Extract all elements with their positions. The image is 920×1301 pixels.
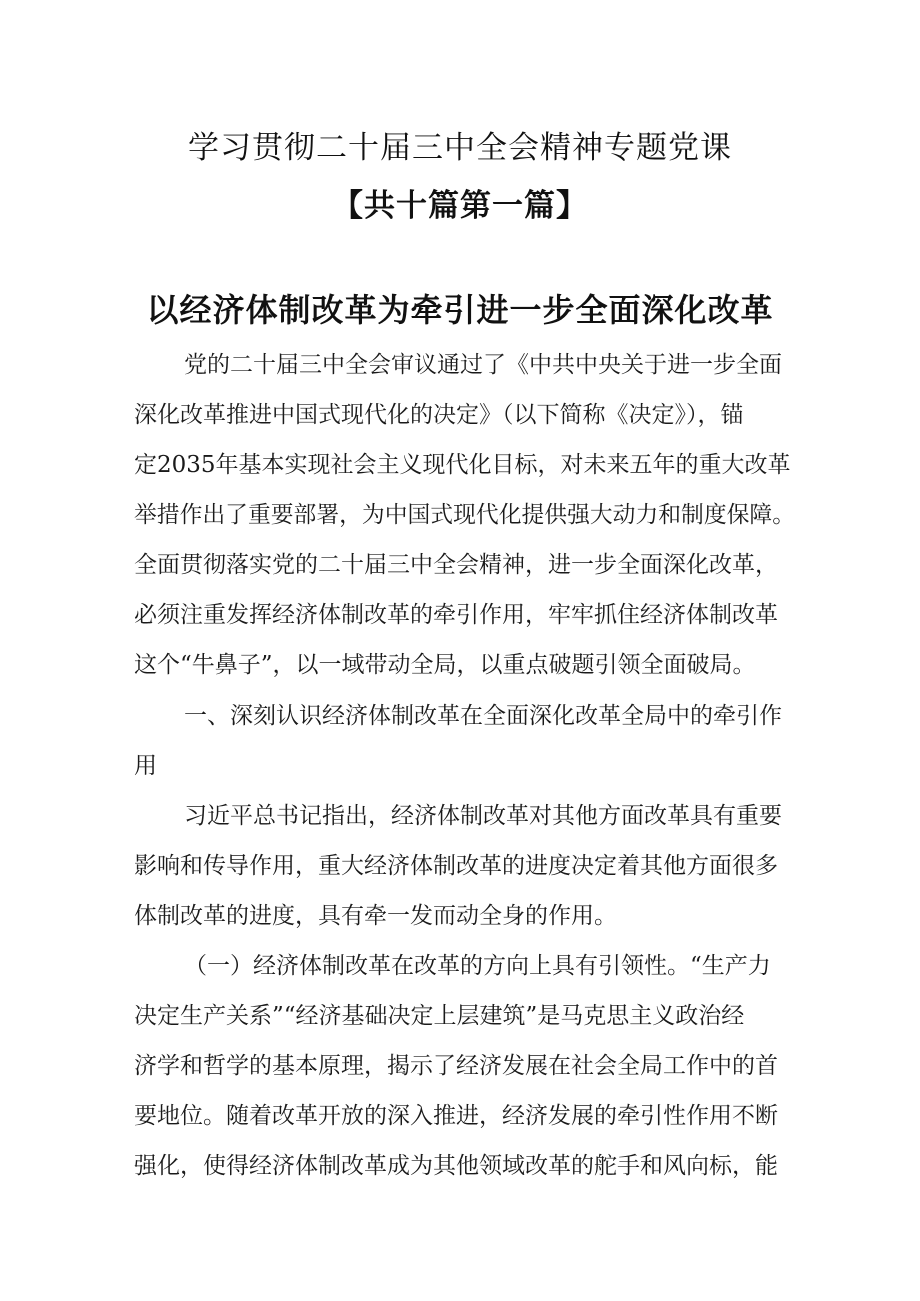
body-text-line: 决定生产关系”“经济基础决定上层建筑”是马克思主义政治经 — [134, 1003, 745, 1029]
body-text-line: 必须注重发挥经济体制改革的牵引作用，牢牢抓住经济体制改革 — [134, 602, 778, 628]
body-text-line: 强化，使得经济体制改革成为其他领域改革的舵手和风向标，能 — [134, 1153, 778, 1179]
body-text-line: （一）经济体制改革在改革的方向上具有引领性。“生产力 — [184, 953, 771, 979]
body-text-line: 全面贯彻落实党的二十届三中全会精神，进一步全面深化改革， — [134, 552, 778, 578]
document-subtitle: 【共十篇第一篇】 — [332, 188, 588, 224]
body-text-line: 定2035年基本实现社会主义现代化目标，对未来五年的重大改革 — [134, 452, 791, 478]
body-text-line: 影响和传导作用，重大经济体制改革的进度决定着其他方面很多 — [134, 853, 778, 879]
document-heading: 以经济体制改革为牵引进一步全面深化改革 — [146, 291, 774, 329]
body-text-line: 济学和哲学的基本原理，揭示了经济发展在社会全局工作中的首 — [134, 1053, 778, 1079]
body-text-line: 体制改革的进度，具有牵一发而动全身的作用。 — [134, 903, 617, 929]
body-text-line: 深化改革推进中国式现代化的决定》（以下简称《决定》），锚 — [134, 402, 744, 428]
body-text-line: 党的二十届三中全会审议通过了《中共中央关于进一步全面 — [184, 352, 782, 378]
document-title: 学习贯彻二十届三中全会精神专题党课 — [188, 130, 732, 166]
section-heading-line: 一、深刻认识经济体制改革在全面深化改革全局中的牵引作 — [184, 703, 782, 729]
body-text-line: 习近平总书记指出，经济体制改革对其他方面改革具有重要 — [184, 803, 782, 829]
body-text-line: 举措作出了重要部署，为中国式现代化提供强大动力和制度保障。 — [134, 502, 795, 528]
body-text-line: 这个“牛鼻子”，以一域带动全局，以重点破题引领全面破局。 — [134, 652, 756, 678]
section-heading-line: 用 — [134, 753, 157, 779]
body-text-line: 要地位。随着改革开放的深入推进，经济发展的牵引性作用不断 — [134, 1103, 778, 1129]
